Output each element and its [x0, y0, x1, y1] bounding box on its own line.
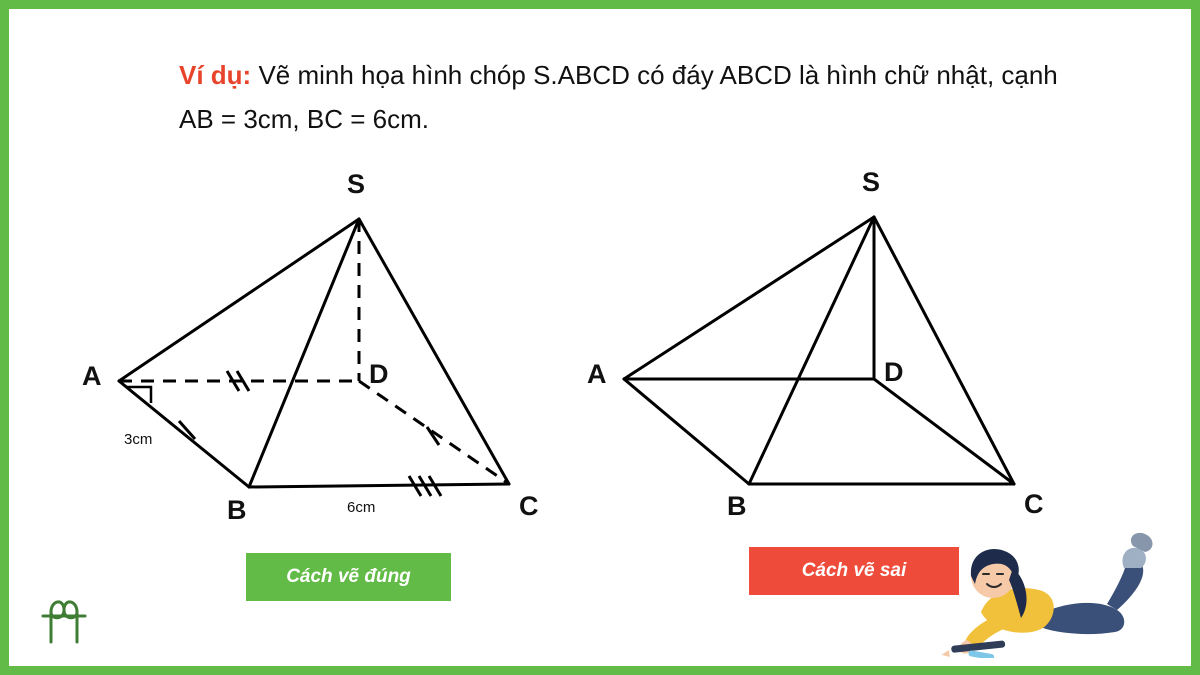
vertex-label-S: S: [347, 169, 366, 199]
figure-wrong-pyramid: [569, 159, 1089, 539]
vertex-label-S: S: [862, 167, 881, 197]
correct-pyramid-svg: [69, 159, 589, 539]
vertex-label-D: D: [884, 357, 904, 387]
example-text: Vẽ minh họa hình chóp S.ABCD có đáy ABCD là hình chữ nhật, cạnh AB = 3cm, BC = 6cm.: [179, 60, 1058, 134]
tick-marks: [179, 371, 441, 496]
caption-correct-method: [246, 553, 451, 601]
vertex-label-A: A: [587, 359, 607, 389]
wrong-pyramid-svg: [569, 159, 1089, 539]
vertex-label-C: C: [519, 491, 539, 521]
vertex-label-B: B: [727, 491, 747, 521]
page-title: [179, 53, 1059, 141]
figure-correct-pyramid: [69, 159, 589, 539]
vertex-label-A: A: [82, 361, 102, 391]
hidden-edges: [119, 219, 509, 484]
example-label: Ví dụ:: [179, 60, 252, 90]
measure-label-ab: 3cm: [124, 431, 153, 448]
brand-logo: [37, 594, 97, 646]
solid-edges: [624, 217, 1014, 484]
vertex-label-B: B: [227, 495, 247, 525]
measure-label-bc: 6cm: [347, 499, 376, 516]
solid-edges: [119, 219, 509, 487]
caption-wrong-label: Cách vẽ sai: [801, 560, 907, 581]
vertex-label-D: D: [369, 359, 389, 389]
caption-correct-label: Cách vẽ đúng: [286, 566, 411, 587]
student-illustration: [921, 518, 1181, 658]
vertex-label-C: C: [1024, 489, 1044, 519]
logo-icon: [37, 594, 97, 646]
girl-drawing-illustration: [921, 518, 1181, 658]
